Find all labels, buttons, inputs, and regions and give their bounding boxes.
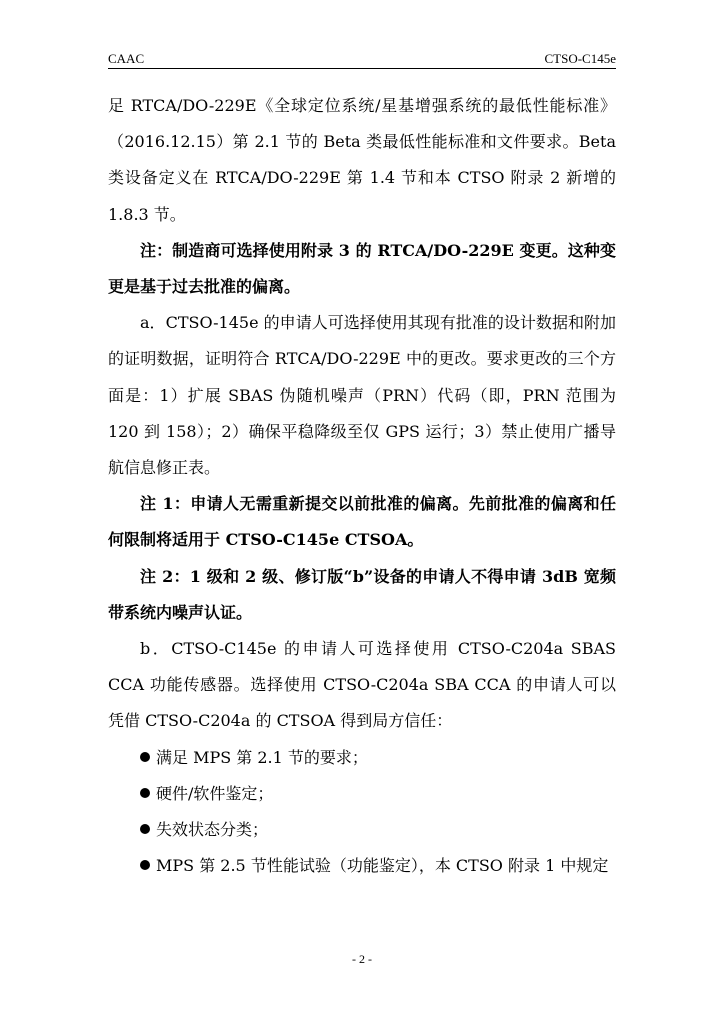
paragraph-continuation: 足 RTCA/DO-229E《全球定位系统/星基增强系统的最低性能标准》（2016.12.15）第 2.1 节的 Beta 类最低性能标准和文件要求。Beta 类设备定义在 RTCA/DO-229E 第 1.4 节和本 CTSO 附录 2 新增的 1.8.3 节。 (108, 96, 616, 224)
note-2-paragraph: 注 2：1 级和 2 级、修订版“b”设备的申请人不得申请 3dB 宽频带系统内噪声认证。 (108, 566, 616, 622)
bullet-text: MPS 第 2.5 节性能试验（功能鉴定），本 CTSO 附录 1 中规定 (156, 856, 609, 876)
header-left-text: CAAC (108, 51, 145, 66)
paragraph-b: b．CTSO-C145e 的申请人可选择使用 CTSO-C204a SBAS CCA 功能传感器。选择使用 CTSO-C204a SBA CCA 的申请人可以凭借 CTSO-C204a 的 CTSOA 得到局方信任： (108, 639, 616, 731)
page-number: - 2 - (352, 952, 372, 966)
note-1-paragraph: 注 1：申请人无需重新提交以前批准的偏离。先前批准的偏离和任何限制将适用于 CTSO-C145e CTSOA。 (108, 494, 616, 550)
page-header (108, 48, 616, 69)
bullet-dot-icon (140, 860, 150, 870)
bullet-item (108, 740, 616, 776)
document-body (108, 88, 616, 884)
paragraph-a: a．CTSO-145e 的申请人可选择使用其现有批准的设计数据和附加的证明数据，证明符合 RTCA/DO-229E 中的更改。要求更改的三个方面是：1）扩展 SBAS 伪随机噪声（PRN）代码（即，PRN 范围为 120 到 158）；2）确保平稳降级至仅 GPS 运行；3）禁止使用广播导航信息修正表。 (108, 313, 616, 478)
header-right-text: CTSO-C145e (544, 51, 616, 66)
bullet-text: 失效状态分类； (156, 820, 269, 840)
bullet-dot-icon (140, 752, 150, 762)
bullet-dot-icon (140, 788, 150, 798)
bullet-item (108, 812, 616, 848)
bullet-item (108, 848, 616, 884)
bullet-item (108, 776, 616, 812)
bullet-dot-icon (140, 824, 150, 834)
bullet-text: 硬件/软件鉴定； (156, 783, 274, 803)
note-paragraph: 注：制造商可选择使用附录 3 的 RTCA/DO-229E 变更。这种变更是基于过去批准的偏离。 (108, 240, 616, 297)
bullet-text: 满足 MPS 第 2.1 节的要求； (156, 747, 368, 767)
